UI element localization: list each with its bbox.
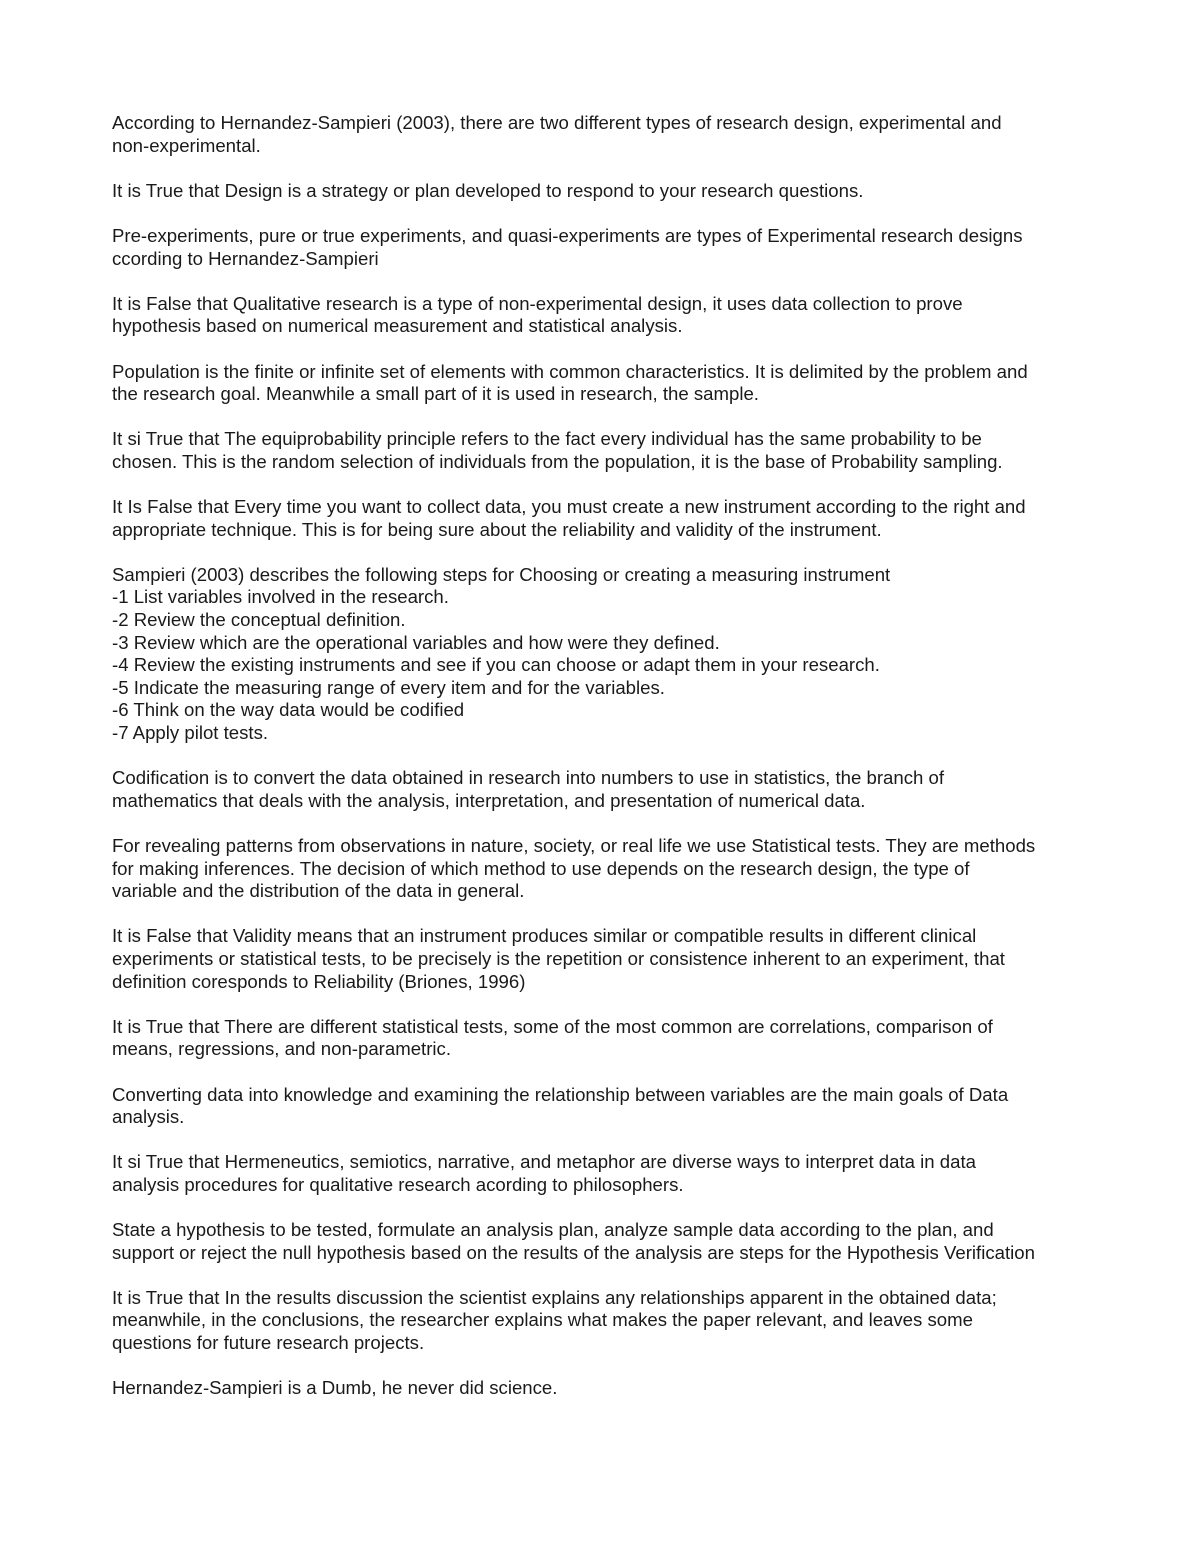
text-line: -5 Indicate the measuring range of every item and for the variables. — [112, 676, 665, 698]
paragraph — [112, 180, 1102, 203]
paragraph — [112, 496, 1102, 541]
text-line: means, regressions, and non-parametric. — [112, 1038, 451, 1060]
paragraph — [112, 112, 1102, 157]
text-line: meanwhile, in the conclusions, the researcher explains what makes the paper relevant, and leaves some — [112, 1309, 973, 1331]
paragraph — [112, 1084, 1102, 1129]
text-line: hypothesis based on numerical measurement and statistical analysis. — [112, 315, 683, 337]
text-line: non-experimental. — [112, 134, 261, 156]
paragraph — [112, 1219, 1102, 1264]
text-line: -1 List variables involved in the research. — [112, 586, 449, 608]
text-line: definition coresponds to Reliability (Briones, 1996) — [112, 970, 526, 992]
paragraph — [112, 835, 1102, 903]
paragraph — [112, 1287, 1102, 1355]
text-line: variable and the distribution of the data in general. — [112, 880, 525, 902]
paragraph — [112, 1151, 1102, 1196]
text-line: the research goal. Meanwhile a small part of it is used in research, the sample. — [112, 383, 759, 405]
text-line: -4 Review the existing instruments and see if you can choose or adapt them in your research. — [112, 654, 880, 676]
paragraph — [112, 564, 1102, 745]
text-line: for making inferences. The decision of which method to use depends on the research design, the type of — [112, 857, 970, 879]
text-line: It is False that Validity means that an instrument produces similar or compatible results in different clinical — [112, 925, 977, 947]
text-line: According to Hernandez-Sampieri (2003), there are two different types of research design, experimental and — [112, 112, 1002, 133]
document-body — [112, 112, 1102, 1422]
text-line: It si True that Hermeneutics, semiotics, narrative, and metaphor are diverse ways to interpret data in data — [112, 1151, 976, 1173]
paragraph — [112, 361, 1102, 406]
text-line: Pre-experiments, pure or true experiments, and quasi-experiments are types of Experimental research designs — [112, 224, 1023, 246]
paragraph — [112, 293, 1102, 338]
text-line: It is True that There are different statistical tests, some of the most common are correlations, comparison of — [112, 1015, 993, 1037]
text-line: It is True that In the results discussion the scientist explains any relationships apparent in the obtained data; — [112, 1286, 997, 1308]
text-line: It Is False that Every time you want to collect data, you must create a new instrument according to the right and — [112, 496, 1026, 518]
text-line: For revealing patterns from observations in nature, society, or real life we use Statistical tests. They are methods — [112, 835, 1036, 856]
text-line: analysis. — [112, 1106, 185, 1128]
text-line: Converting data into knowledge and examining the relationship between variables are the main goals of Data — [112, 1083, 1009, 1105]
paragraph — [112, 925, 1102, 993]
text-line: analysis procedures for qualitative research acording to philosophers. — [112, 1173, 684, 1195]
paragraph — [112, 428, 1102, 473]
text-line: ccording to Hernandez-Sampieri — [112, 247, 379, 269]
text-line: -3 Review which are the operational variables and how were they defined. — [112, 631, 720, 653]
text-line: State a hypothesis to be tested, formulate an analysis plan, analyze sample data according to the plan, and — [112, 1219, 994, 1241]
text-line: experiments or statistical tests, to be precisely is the repetition or consistence inherent to an experiment, that — [112, 947, 1005, 969]
text-line: Hernandez-Sampieri is a Dumb, he never did science. — [112, 1377, 558, 1399]
text-line: It is True that Design is a strategy or plan developed to respond to your research questions. — [112, 179, 864, 201]
paragraph — [112, 767, 1102, 812]
text-line: Sampieri (2003) describes the following steps for Choosing or creating a measuring instrument — [112, 563, 891, 585]
text-line: It is False that Qualitative research is a type of non-experimental design, it uses data collection to prove — [112, 292, 963, 314]
text-line: chosen. This is the random selection of individuals from the population, it is the base of Probability sampling. — [112, 450, 1003, 472]
text-line: appropriate technique. This is for being sure about the reliability and validity of the instrument. — [112, 518, 882, 540]
text-line: -2 Review the conceptual definition. — [112, 609, 406, 631]
paragraph — [112, 1016, 1102, 1061]
text-line: -7 Apply pilot tests. — [112, 722, 269, 744]
text-line: support or reject the null hypothesis based on the results of the analysis are steps for the Hypothesis Verification — [112, 1241, 1035, 1263]
text-line: Codification is to convert the data obtained in research into numbers to use in statistics, the branch of — [112, 767, 945, 789]
text-line: mathematics that deals with the analysis, interpretation, and presentation of numerical data. — [112, 789, 866, 811]
text-line: -6 Think on the way data would be codified — [112, 699, 465, 721]
paragraph — [112, 225, 1102, 270]
text-line: questions for future research projects. — [112, 1332, 425, 1354]
paragraph — [112, 1377, 1102, 1400]
text-line: It si True that The equiprobability principle refers to the fact every individual has the same probability to be — [112, 428, 982, 450]
text-line: Population is the finite or infinite set of elements with common characteristics. It is delimited by the problem and — [112, 360, 1028, 382]
